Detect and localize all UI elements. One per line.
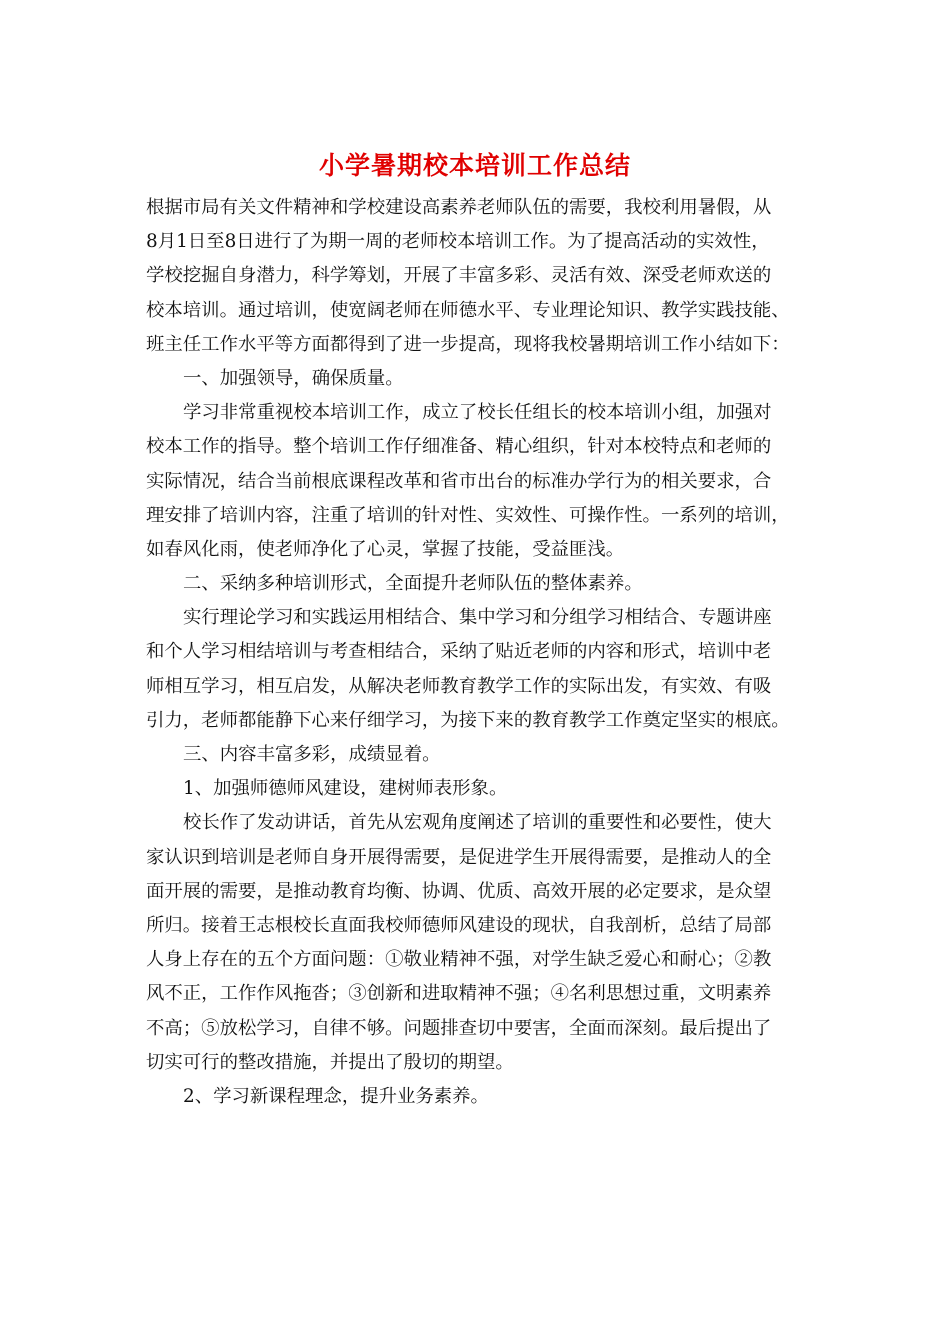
body-line: 人身上存在的五个方面问题：①敬业精神不强，对学生缺乏爱心和耐心；②教 — [146, 949, 772, 971]
body-line: 风不正，工作作风拖沓；③创新和进取精神不强；④名利思想过重，文明素养 — [146, 983, 772, 1005]
document-body — [146, 191, 806, 1114]
body-line: 校本工作的指导。整个培训工作仔细准备、精心组织，针对本校特点和老师的 — [146, 436, 772, 458]
body-line: 家认识到培训是老师自身开展得需要，是促进学生开展得需要，是推动人的全 — [146, 846, 772, 868]
body-line: 2、学习新课程理念，提升业务素养。 — [183, 1085, 489, 1107]
body-line: 和个人学习相结培训与考查相结合，采纳了贴近老师的内容和形式，培训中老 — [146, 641, 772, 663]
body-line: 如春风化雨，使老师净化了心灵，掌握了技能，受益匪浅。 — [146, 538, 625, 560]
body-line: 切实可行的整改措施，并提出了殷切的期望。 — [146, 1051, 514, 1073]
body-line: 实际情况，结合当前根底课程改革和省市出台的标准办学行为的相关要求，合 — [146, 470, 772, 492]
body-line: 学习非常重视校本培训工作，成立了校长任组长的校本培训小组，加强对 — [183, 402, 772, 424]
body-line: 校本培训。通过培训，使宽阔老师在师德水平、专业理论知识、教学实践技能、 — [146, 299, 790, 321]
body-line: 1、加强师德师风建设，建树师表形象。 — [183, 778, 508, 800]
document-title: 小学暑期校本培训工作总结 — [318, 151, 631, 180]
body-line: 班主任工作水平等方面都得到了进一步提高，现将我校暑期培训工作小结如下： — [146, 333, 790, 355]
body-line: 引力，老师都能静下心来仔细学习，为接下来的教育教学工作奠定坚实的根底。 — [146, 709, 790, 731]
body-line: 实行理论学习和实践运用相结合、集中学习和分组学习相结合、专题讲座 — [183, 607, 772, 629]
body-line: 不高；⑤放松学习，自律不够。问题排查切中要害，全面而深刻。最后提出了 — [146, 1017, 772, 1039]
body-line: 理安排了培训内容，注重了培训的针对性、实效性、可操作性。一系列的培训， — [146, 504, 790, 526]
body-line: 所归。接着王志根校长直面我校师德师风建设的现状，自我剖析，总结了局部 — [146, 914, 772, 936]
body-line: 三、内容丰富多彩，成绩显着。 — [183, 744, 441, 765]
body-line: 学校挖掘自身潜力，科学筹划，开展了丰富多彩、灵活有效、深受老师欢送的 — [146, 265, 772, 287]
body-line: 根据市局有关文件精神和学校建设高素养老师队伍的需要，我校利用暑假，从 — [146, 197, 772, 218]
body-line: 二、采纳多种培训形式，全面提升老师队伍的整体素养。 — [183, 573, 643, 595]
body-line: 8月1日至8日进行了为期一周的老师校本培训工作。为了提高活动的实效性， — [146, 231, 770, 253]
body-line: 师相互学习，相互启发，从解决老师教育教学工作的实际出发，有实效、有吸 — [146, 675, 772, 697]
body-line: 校长作了发动讲话，首先从宏观角度阐述了培训的重要性和必要性，使大 — [183, 812, 772, 834]
body-line: 面开展的需要，是推动教育均衡、协调、优质、高效开展的必定要求，是众望 — [146, 880, 772, 902]
body-line: 一、加强领导，确保质量。 — [183, 367, 404, 389]
